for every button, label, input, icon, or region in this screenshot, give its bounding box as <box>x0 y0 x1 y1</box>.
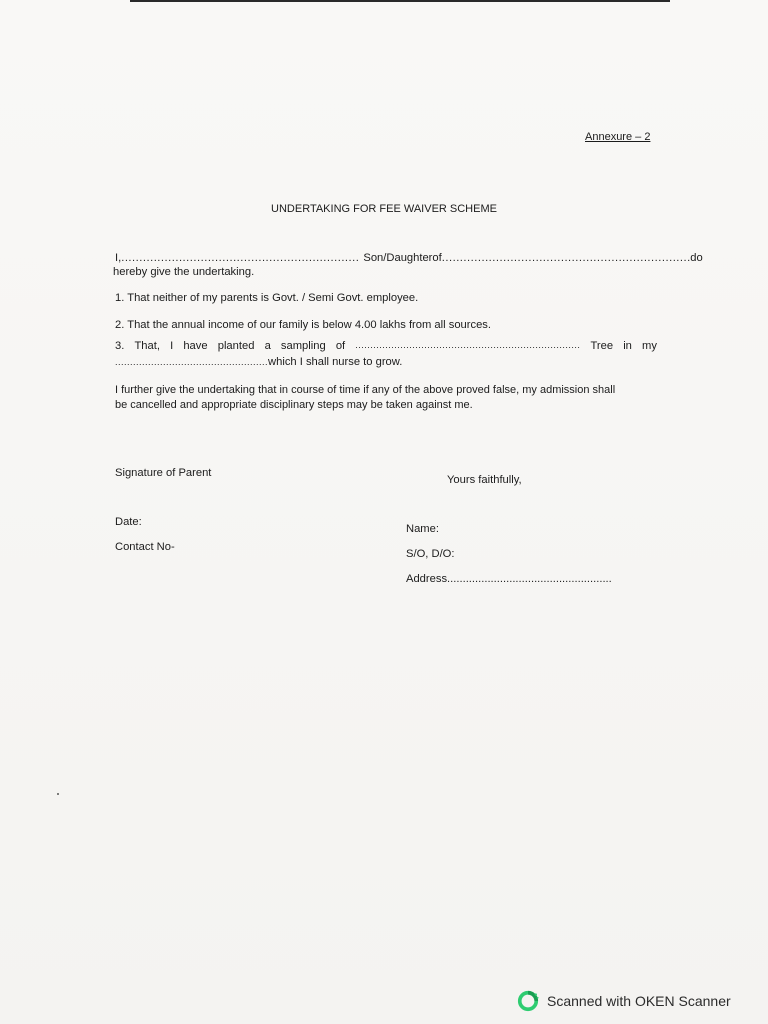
further-undertaking-line-2: be cancelled and appropriate disciplinary steps may be taken against me. <box>115 399 473 411</box>
declaration-line-1 <box>115 252 703 264</box>
declaration-parent-part <box>432 252 702 264</box>
undertaking-item-2: 2. That the annual income of our family is below 4.00 lakhs from all sources. <box>115 319 492 331</box>
item3-w6: sampling <box>280 340 326 352</box>
undertaking-item-3-line-1 <box>115 340 657 352</box>
of-label: of <box>432 252 442 264</box>
so-do-label: S/O, D/O: <box>406 548 455 560</box>
item3-w1: That, <box>134 340 160 352</box>
item3-my: my <box>642 340 657 352</box>
item3-w0: 3. <box>115 340 125 352</box>
undertaking-item-3-line-2 <box>115 356 402 368</box>
page-top-edge <box>130 0 670 2</box>
further-undertaking-line-1: I further give the undertaking that in course of time if any of the above proved false, my admission shall <box>115 384 616 396</box>
document-title-text: UNDERTAKING FOR FEE WAIVER SCHEME <box>271 203 497 215</box>
scanner-watermark <box>517 990 731 1012</box>
item3-tree: Tree <box>590 340 614 352</box>
date-label: Date: <box>115 516 142 528</box>
item3-w7: of <box>335 340 346 352</box>
declaration-i: I, <box>115 252 122 264</box>
item3-w5: a <box>264 340 271 352</box>
parent-blank-dots: .................................................................... <box>441 252 688 264</box>
yours-faithfully: Yours faithfully, <box>447 474 522 486</box>
place-blank-dots: ................................................... <box>115 357 269 367</box>
declaration-line-2: hereby give the undertaking. <box>113 266 255 278</box>
item3-in: in <box>623 340 632 352</box>
item3-w2: I <box>170 340 174 352</box>
scanner-watermark-text: Scanned with OKEN Scanner <box>547 993 731 1009</box>
son-daughter-label: Son/Daughter <box>363 252 433 264</box>
scan-speck <box>57 793 59 795</box>
oken-scanner-logo-icon <box>517 990 539 1012</box>
contact-no-label: Contact No- <box>115 541 175 553</box>
tree-blank-dots: ........................................................................... <box>355 340 581 350</box>
undertaking-item-1: 1. That neither of my parents is Govt. / Semi Govt. employee. <box>115 292 419 304</box>
document-title <box>0 203 768 215</box>
nurse-text: which I shall nurse to grow. <box>268 356 403 368</box>
name-label: Name: <box>406 523 439 535</box>
item3-w3: have <box>183 340 208 352</box>
annexure-label: Annexure – 2 <box>585 131 651 143</box>
item3-w4: planted <box>217 340 255 352</box>
signature-of-parent: Signature of Parent <box>115 467 212 479</box>
declaration-name-part <box>121 252 432 264</box>
address-label: Address..................................................... <box>406 573 612 585</box>
do-label: .do <box>687 252 703 264</box>
name-blank-dots: .................................................................. <box>121 252 360 264</box>
